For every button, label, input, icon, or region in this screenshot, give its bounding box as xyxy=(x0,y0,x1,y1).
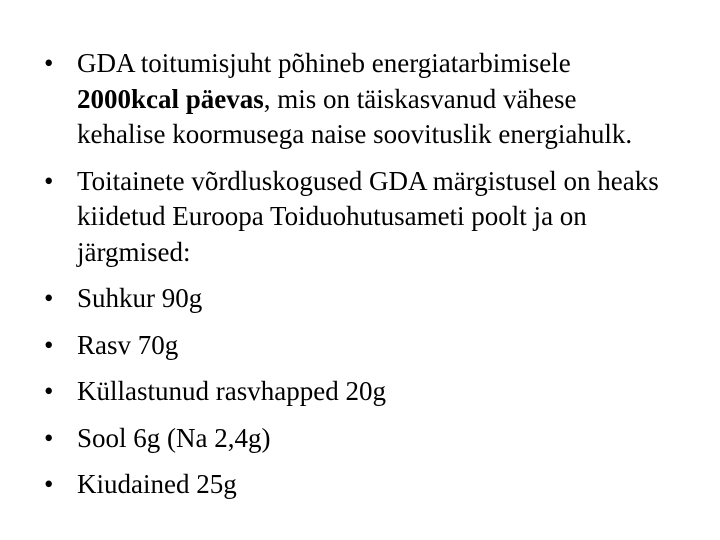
bullet-dot: • xyxy=(44,165,54,196)
bullet-text: , mis on täiskasvanud vähese kehalise koormusega naise soovituslik energiahulk. xyxy=(77,83,633,149)
bullet-item-reference-values xyxy=(44,164,687,271)
bullet-item-gda-basis xyxy=(44,46,647,153)
bullet-text: Rasv 70g xyxy=(77,329,179,360)
bullet-dot: • xyxy=(44,422,54,453)
bullet-item-saturated-fat xyxy=(44,374,684,410)
bullet-text: Suhkur 90g xyxy=(77,283,203,313)
bullet-item-fat xyxy=(44,328,684,364)
bullet-item-salt xyxy=(44,421,684,457)
bullet-dot: • xyxy=(44,376,54,406)
bullet-text: Toitainete võrdluskogused GDA märgistusel on heaks kiidetud Euroopa Toiduohutusameti poolt ja on järgmised: xyxy=(77,165,659,267)
bullet-text: Sool 6g (Na 2,4g) xyxy=(77,422,271,453)
bullet-item-sugar xyxy=(44,281,684,317)
bullet-list xyxy=(44,46,684,514)
bullet-dot: • xyxy=(44,48,54,78)
bullet-text: Küllastunud rasvhapped 20g xyxy=(77,376,386,406)
bullet-text-emphasis: 2000kcal päevas xyxy=(77,83,264,114)
bullet-text: GDA toitumisjuht põhineb energiatarbimisele xyxy=(77,48,571,78)
bullet-item-fiber xyxy=(44,467,684,503)
bullet-dot: • xyxy=(44,283,54,313)
bullet-dot: • xyxy=(44,329,54,360)
bullet-dot: • xyxy=(44,469,54,499)
bullet-text: Kiudained 25g xyxy=(77,469,237,499)
